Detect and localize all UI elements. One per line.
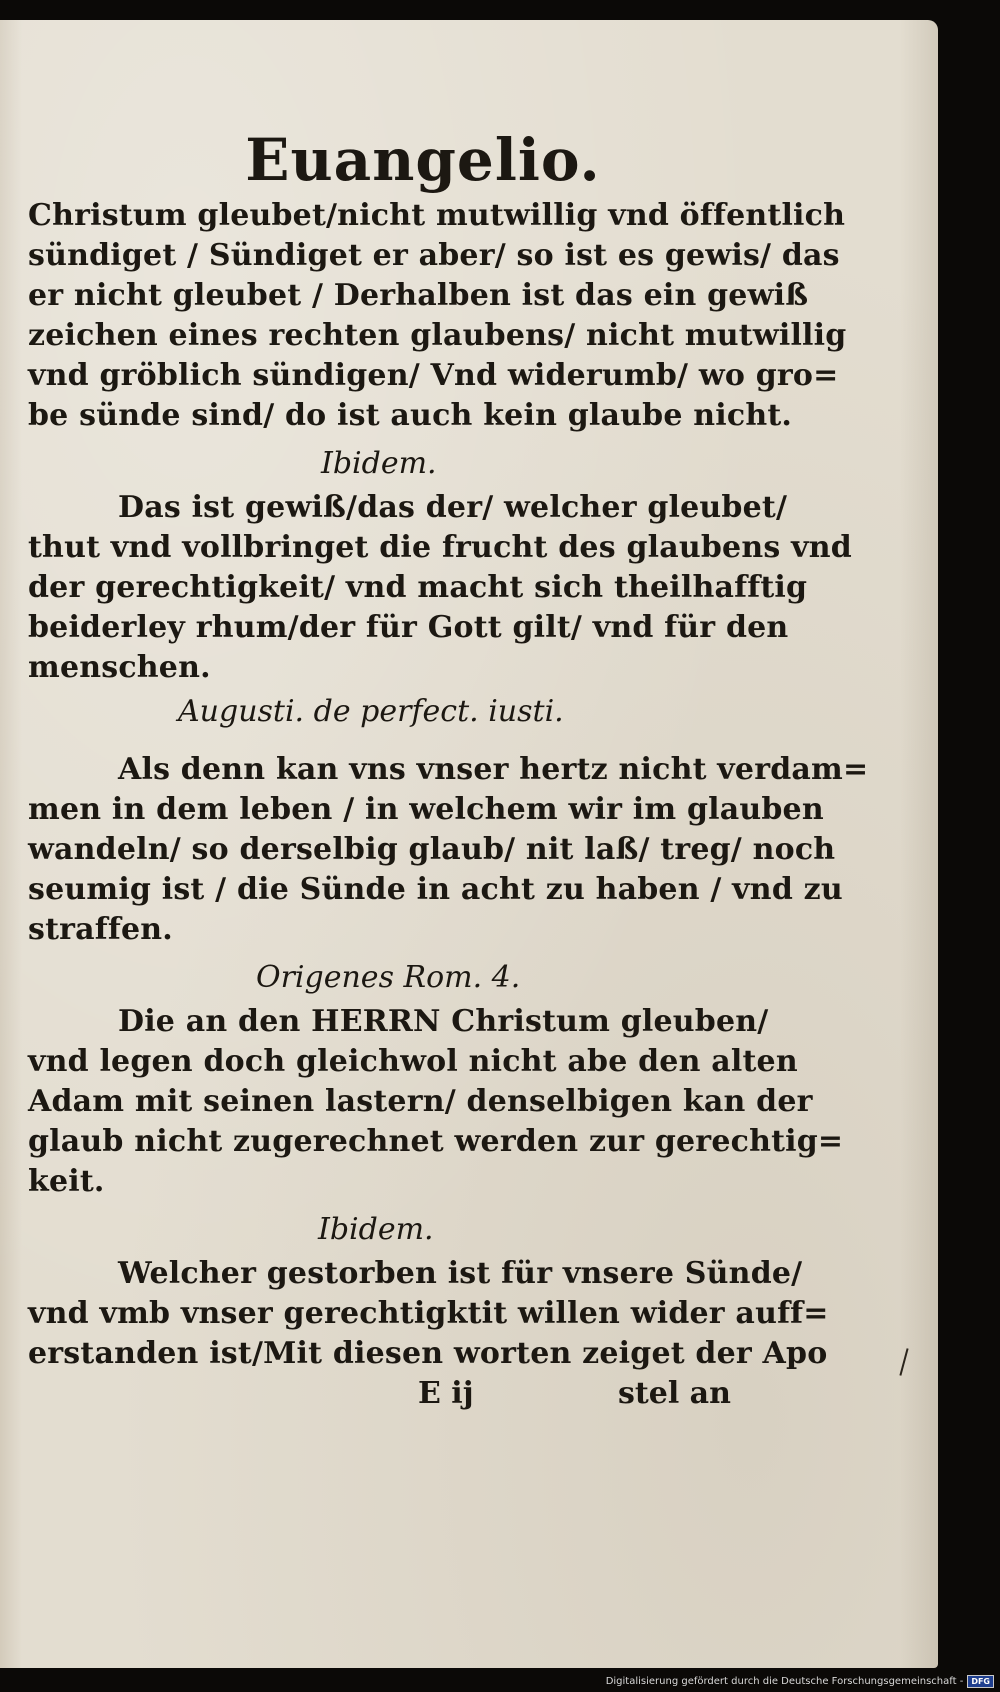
text-line: Adam mit seinen lastern/ denselbigen kan der bbox=[28, 1084, 813, 1119]
signature-mark: E ij bbox=[418, 1376, 474, 1411]
credit-text: Digitalisierung gefördert durch die Deutsche Forschungsgemeinschaft - bbox=[605, 1676, 964, 1687]
text-block bbox=[28, 124, 869, 1414]
page-heading: Euangelio. bbox=[245, 126, 601, 194]
ink-stroke bbox=[899, 1348, 908, 1376]
paragraph-3 bbox=[28, 750, 869, 950]
subheading-ibidem-1: Ibidem. bbox=[321, 446, 437, 481]
text-line: seumig ist / die Sünde in acht zu haben / vnd zu bbox=[28, 872, 843, 907]
text-line: sündiget / Sündiget er aber/ so ist es gewis/ das bbox=[28, 238, 840, 273]
text-line: vnd legen doch gleichwol nicht abe den alten bbox=[28, 1044, 798, 1079]
text-line: wandeln/ so derselbig glaub/ nit laß/ treg/ noch bbox=[28, 832, 836, 867]
text-line: Die an den HERRN Christum gleuben/ bbox=[118, 1004, 769, 1039]
subheading-augustine: Augusti. de perfect. iusti. bbox=[178, 694, 564, 729]
text-line: beiderley rhum/der für Gott gilt/ vnd für den bbox=[28, 610, 789, 645]
text-line: straffen. bbox=[28, 912, 173, 947]
text-line: menschen. bbox=[28, 650, 211, 685]
digitization-credit bbox=[606, 1675, 994, 1688]
text-line: be sünde sind/ do ist auch kein glaube nicht. bbox=[28, 398, 793, 433]
paragraph-4 bbox=[28, 1002, 844, 1202]
text-line: Das ist gewiß/das der/ welcher gleubet/ bbox=[118, 490, 788, 525]
catchword: stel an bbox=[618, 1376, 731, 1411]
text-line: vnd gröblich sündigen/ Vnd widerumb/ wo gro= bbox=[28, 358, 839, 393]
text-line: der gerechtigkeit/ vnd macht sich theilhafftig bbox=[28, 570, 808, 605]
dfg-logo-icon: DFG bbox=[967, 1675, 994, 1688]
subheading-origenes: Origenes Rom. 4. bbox=[256, 960, 521, 995]
book-page bbox=[0, 20, 938, 1668]
text-line: zeichen eines rechten glaubens/ nicht mutwillig bbox=[28, 318, 847, 353]
subheading-ibidem-2: Ibidem. bbox=[318, 1212, 434, 1247]
text-line: thut vnd vollbringet die frucht des glaubens vnd bbox=[28, 530, 852, 565]
text-line: Christum gleubet/nicht mutwillig vnd öffentlich bbox=[28, 198, 846, 233]
paragraph-2 bbox=[28, 488, 852, 688]
paragraph-5 bbox=[28, 1254, 829, 1374]
text-line: erstanden ist/Mit diesen worten zeiget der Apo bbox=[28, 1336, 828, 1371]
text-line: keit. bbox=[28, 1164, 105, 1199]
text-line: men in dem leben / in welchem wir im glauben bbox=[28, 792, 824, 827]
paragraph-1 bbox=[28, 196, 847, 436]
spacer bbox=[28, 736, 778, 750]
text-line: vnd vmb vnser gerechtigktit willen wider auff= bbox=[28, 1296, 829, 1331]
text-line: glaub nicht zugerechnet werden zur gerechtig= bbox=[28, 1124, 844, 1159]
signature-line bbox=[28, 1374, 778, 1414]
text-line: er nicht gleubet / Derhalben ist das ein gewiß bbox=[28, 278, 809, 313]
text-line: Welcher gestorben ist für vnsere Sünde/ bbox=[118, 1256, 803, 1291]
text-line: Als denn kan vns vnser hertz nicht verdam= bbox=[118, 752, 869, 787]
